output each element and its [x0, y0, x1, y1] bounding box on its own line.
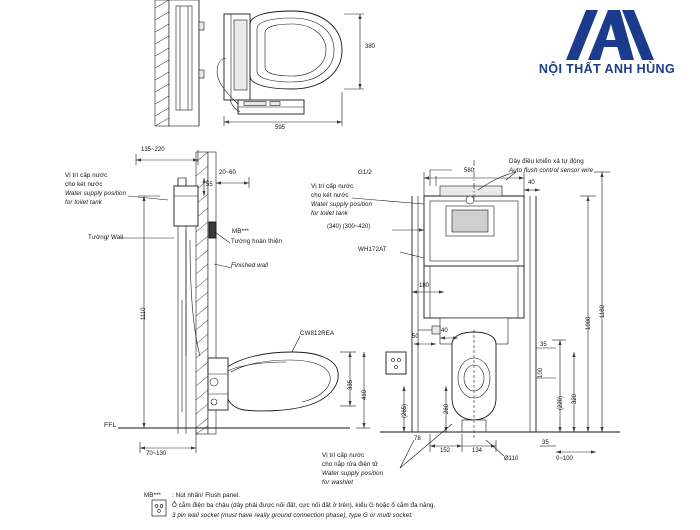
dim-1180: 1180	[600, 305, 606, 318]
logo-brand-text: NỘI THẤT ANH HÙNG	[538, 62, 676, 76]
label-water-supply-tank-left-l1: Vị trí cấp nước	[65, 172, 108, 179]
dim-bowl-40: 40	[441, 328, 448, 334]
dim-152: 152	[440, 448, 451, 454]
footnote-line1: : Nút nhấn/ Flush panel.	[172, 492, 241, 499]
label-finished-wall-l2: Finished wall	[231, 262, 269, 269]
dim-bowl-height: 335	[348, 379, 354, 390]
label-auto-flush-l2: Auto flush control sensor wire	[509, 167, 594, 174]
wall-section-top	[155, 0, 204, 126]
dim-seat-height: 380	[365, 44, 376, 50]
label-ws-tank-right-l2: cho két nước	[311, 192, 349, 199]
mb-footnote-icon	[152, 500, 166, 516]
dim-plate-height: 55	[206, 182, 213, 188]
dim-tank-depth-180: 180	[419, 283, 430, 289]
label-water-supply-tank-left-l2: cho két nước	[65, 181, 103, 188]
label-ws-tank-right-l1: Vị trí cấp nước	[311, 183, 354, 190]
dim-pipe-260: 260	[444, 403, 450, 414]
dim-100: 100	[538, 367, 544, 378]
dim-bowl-total: 410	[362, 389, 368, 400]
label-water-supply-tank-left-l3: Water supply position	[65, 190, 127, 197]
dim-tank-height: 1110	[141, 307, 147, 320]
dim-wall-offset: 135~220	[141, 147, 165, 153]
dim-socket-265: (265)	[402, 403, 408, 418]
label-cw812rea: CW812REA	[300, 330, 335, 337]
dim-1000: 1000	[586, 316, 592, 330]
dim-220: (220)	[558, 395, 564, 410]
label-finished-wall-l1: Tường hoàn thiện	[231, 238, 283, 245]
dim-plate-depth: 20~60	[219, 170, 236, 176]
label-wh172at: WH172AT	[358, 246, 387, 253]
dim-bowl-50: 50	[412, 334, 419, 340]
label-ws-washlet-l2: cho nắp rửa điện tử	[322, 461, 379, 468]
label-wall: Tường/ Wall	[88, 234, 124, 241]
dim-tank-range: (340) (300~420)	[327, 224, 371, 230]
dim-seat-length: 595	[275, 125, 286, 131]
dim-pipe-d110: Ø110	[504, 456, 519, 462]
dim-134: 134	[472, 448, 483, 454]
logo-mark-icon	[522, 6, 692, 62]
dim-offset-40-top: 40	[528, 180, 535, 186]
label-ws-washlet-l4: for washlet	[322, 479, 354, 486]
label-water-supply-tank-left-l4: for toilet tank	[65, 199, 102, 206]
dim-78: 78	[414, 436, 421, 442]
dim-35-a: 35	[540, 342, 547, 348]
dim-35-b: 35	[542, 440, 549, 446]
label-mb-callout: MB***	[232, 228, 250, 235]
right-front-elevation	[352, 160, 620, 468]
toilet-top-view	[217, 11, 364, 126]
dim-0-100: 0~100	[556, 456, 573, 462]
footnote-line2: Ổ cắm điện ba chậu (dây phải được nối đất, cực nối đất ở trên), kiểu G hoặc ổ cắm đa năng.	[172, 502, 436, 509]
footnote-marker: MB***	[144, 492, 162, 499]
label-ws-tank-right-l3: Water supply position	[311, 201, 373, 208]
label-ws-washlet-l3: Water supply position	[322, 470, 384, 477]
label-inlet-g12: G1/2	[358, 169, 372, 176]
dim-floor-offset: 70~130	[146, 451, 167, 457]
label-ws-washlet-l1: Vị trí cấp nước	[322, 452, 365, 459]
label-ffl: FFL	[104, 422, 117, 429]
label-ws-tank-right-l4: for toilet tank	[311, 210, 348, 217]
dim-320: 320	[572, 393, 578, 404]
dim-frame-width: 580	[464, 168, 475, 174]
footnote-line3: 3 pin wall socket (must have really ground connection phase), type G or multi socket.	[172, 512, 413, 519]
brand-logo	[522, 6, 692, 86]
label-auto-flush-l1: Dây điều khiển xả tự động	[509, 158, 584, 165]
